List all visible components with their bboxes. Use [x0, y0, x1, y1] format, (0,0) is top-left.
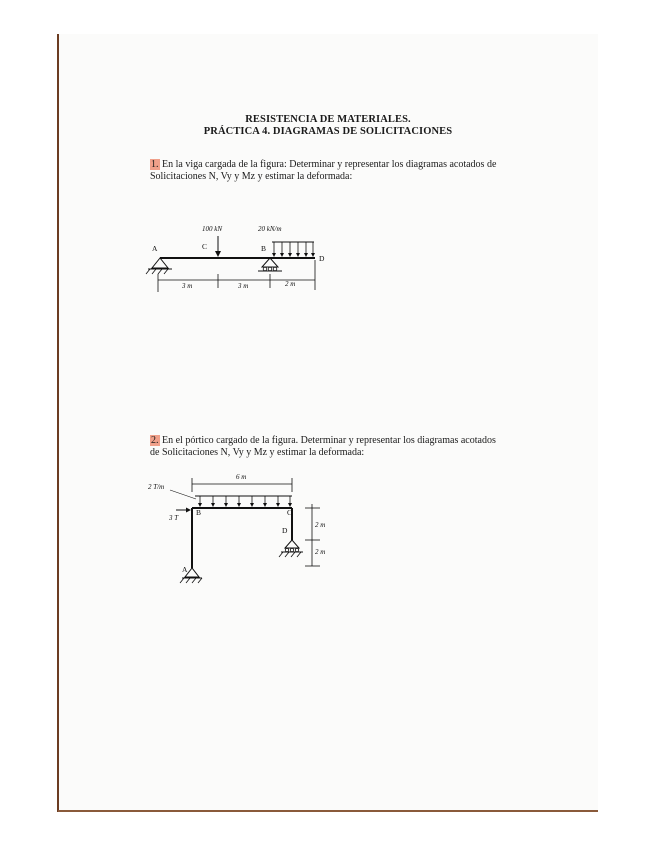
beam-dist-load-label: 20 kN/m: [258, 225, 282, 233]
beam-point-d: D: [319, 254, 325, 263]
document-subtitle: PRÁCTICA 4. DIAGRAMAS DE SOLICITACIONES: [203, 126, 453, 137]
page-left-edge: [57, 34, 59, 812]
beam-point-a: A: [152, 244, 158, 253]
frame-dim-2: 2 m: [315, 548, 326, 556]
problem-2-line2: de Solicitaciones N, Vy y Mz y estimar la deformada:: [150, 447, 365, 458]
beam-point-b: B: [261, 244, 267, 253]
frame-point-b: B: [196, 508, 202, 517]
page-bottom-edge: [58, 810, 598, 812]
beam-dim-2: 3 m: [238, 282, 249, 290]
frame-point-load-label: 3 T: [169, 514, 179, 522]
frame-point-d: D: [282, 526, 288, 535]
frame-figure: [140, 468, 340, 593]
beam-point-load-label: 100 kN: [202, 225, 223, 233]
problem-2-text: [150, 435, 530, 459]
problem-1-number: 1.: [151, 159, 159, 170]
paper-sheet: [58, 34, 598, 812]
beam-figure: [140, 220, 340, 300]
beam-dim-3: 2 m: [285, 280, 296, 288]
frame-dist-load-label: 2 T/m: [148, 483, 165, 491]
frame-point-c: C: [287, 508, 293, 517]
problem-1-line2: Solicitaciones N, Vy y Mz y estimar la deformada:: [150, 171, 353, 182]
problem-2-number: 2.: [151, 435, 159, 446]
frame-span-label: 6 m: [236, 473, 247, 481]
beam-point-c: C: [202, 242, 208, 251]
document-title: RESISTENCIA DE MATERIALES.: [245, 114, 411, 125]
frame-dim-1: 2 m: [315, 521, 326, 529]
beam-dim-1: 3 m: [182, 282, 193, 290]
problem-1-text: [150, 159, 530, 183]
problem-1-line1: En la viga cargada de la figura: Determinar y representar los diagramas acotados de: [162, 159, 497, 170]
problem-2-line1: En el pórtico cargado de la figura. Determinar y representar los diagramas acotados: [162, 435, 496, 446]
frame-point-a: A: [182, 565, 188, 574]
